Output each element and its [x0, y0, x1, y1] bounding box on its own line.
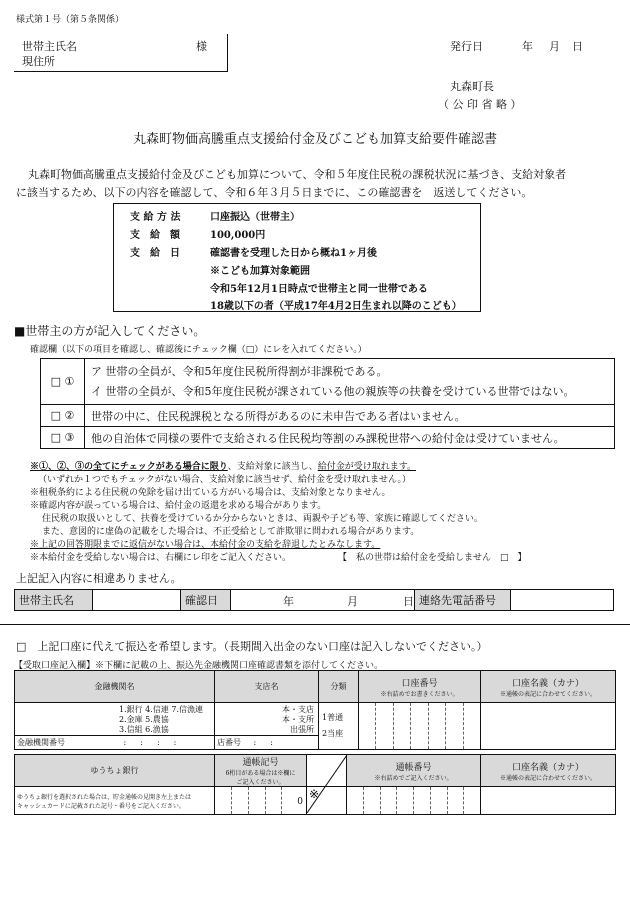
payment-amount-label: 支 給 額: [130, 230, 180, 241]
category-2: 2当座: [322, 729, 344, 738]
note-3: ※租税条約による住民税の免除を届け出ている方がいる場合は、支給対象となりません。: [30, 488, 391, 498]
inst-no-field[interactable]: 金融機関番号 ::::: [15, 736, 215, 750]
account-no-field[interactable]: [359, 703, 481, 750]
payment-amount-value: 100,000円: [210, 230, 266, 241]
intro-line2: に該当するため、以下の内容を確認して、令和６年３月５日までに、この確認書を 返送してください。: [16, 186, 533, 199]
yucho-zero: 0: [297, 797, 303, 807]
note-1b: 、支給対象に該当し、: [227, 462, 318, 472]
payment-date-value: 確認書を受理した日から概ね1ヶ月後: [210, 248, 377, 259]
note-1a: ※①、②、③の全てにチェックがある場合に限り: [30, 462, 228, 472]
section1-instruction: 確認欄（以下の項目を確認し、確認後にチェック欄（□）にレを入れてください。）: [30, 345, 367, 355]
yucho-number-note: ※右詰めでご記入ください。: [374, 774, 453, 782]
check-1[interactable]: □ ①: [41, 359, 85, 405]
holder-label: 口座名義（カナ）: [511, 678, 584, 689]
branch-type-1: 本・支店: [282, 705, 314, 714]
confirm-month: 月: [347, 595, 358, 608]
issuer: 丸森町長: [450, 80, 494, 93]
note-6: また、意図的に虚偽の記載をした場合は、不正受給として詐欺罪に問われる場合があります。: [42, 527, 420, 537]
yucho-symbol-label: 通帳記号: [242, 758, 279, 768]
check-3-text: 他の自治体で同様の要件で支給される住民税均等割のみ課税世帯への給付金は受けていません。: [85, 427, 615, 449]
note-4: ※確認内容が誤っている場合は、給付金の返還を求める場合があります。: [30, 501, 327, 511]
payment-method-value: 口座振込（世帯主）: [210, 212, 300, 223]
category-label: 分類: [319, 671, 359, 703]
account-no-label: 口座番号: [401, 678, 438, 689]
check-table: [40, 358, 615, 449]
yucho-note2: キャッシュカードに記載された記号・番号をご記入ください。: [17, 803, 185, 810]
issue-date-label: 発行日: [450, 40, 483, 53]
inst-type-2: 2.金庫 5.農協: [119, 715, 169, 724]
inst-type-3: 3.信組 6.漁協: [119, 725, 169, 734]
check-2[interactable]: □ ②: [41, 405, 85, 427]
householder-label: 世帯主氏名: [22, 40, 77, 53]
honorific: 様: [196, 40, 207, 53]
confirm-phone-label: 連絡先電話番号: [415, 590, 511, 611]
branch-no-field[interactable]: 店番号 ::: [215, 736, 319, 750]
address-label: 現住所: [22, 55, 55, 68]
child-line2: 18歳以下の者（平成17年4月2日生まれ以降のこども）: [210, 301, 462, 312]
decline-box[interactable]: 【 私の世帯は給付金を受給しません □ 】: [338, 553, 527, 563]
confirm-table: [14, 589, 614, 611]
category-1: 1普通: [322, 713, 344, 722]
yucho-asterisk: ※: [309, 787, 320, 801]
confirm-year: 年: [283, 595, 294, 608]
yucho-holder-label: 口座名義（カナ）: [511, 762, 584, 773]
note-5: 住民税の取扱いとして、扶養を受けているか分からないときは、両親や子ども等、家族に確認してください。: [42, 514, 483, 524]
payment-method-label: 支 給 方 法: [130, 212, 181, 223]
issue-year: 年: [522, 40, 533, 53]
yucho-number-field[interactable]: [347, 787, 481, 815]
account-subheading: 【受取口座記入欄】※下欄に記載の上、振込先金融機関口座確認書類を添付してください。: [14, 661, 384, 671]
seal-omitted: （ 公 印 省 略 ）: [438, 98, 522, 111]
branch-no-label: 店番号: [217, 738, 241, 747]
page-title: 丸森町物価高騰重点支援給付金及びこども加算支給要件確認書: [132, 132, 497, 147]
yucho-holder-field[interactable]: [481, 787, 616, 815]
yucho-table: [14, 754, 616, 815]
bank-table: [14, 670, 616, 750]
note-7b: 本給付金の支給を辞退したとみなします。: [210, 540, 381, 550]
confirm-name-field[interactable]: [93, 590, 181, 611]
note-2: （いずれか１つでもチェックがない場合、支給対象に該当せず、給付金を受け取れません。）: [38, 475, 412, 485]
category-field[interactable]: [319, 703, 359, 750]
section1-heading: ■世帯主の方が記入してください。: [14, 324, 206, 338]
confirm-date-label: 確認日: [181, 590, 231, 611]
payment-date-label: 支 給 日: [130, 248, 180, 259]
yucho-symbol-field[interactable]: [215, 787, 307, 815]
inst-no-label: 金融機関番号: [17, 738, 65, 747]
confirm-date-field[interactable]: [231, 590, 415, 611]
form-id: 様式第１号（第５条関係）: [16, 15, 125, 25]
check-2-text: 世帯の中に、住民税課税となる所得があるのに未申告である者はいません。: [85, 405, 615, 427]
alt-account-heading[interactable]: □ 上記口座に代えて振込を希望します。（長期間入出金のない口座は記入しないでください。）: [16, 640, 488, 653]
inst-type-1: 1.銀行 4.信連 7.信漁連: [119, 705, 203, 714]
institution-field[interactable]: [15, 703, 215, 736]
intro-line1: 丸森町物価高騰重点支援給付金及びこども加算について、令和５年度住民税の課税状況に基づき、支給対象者: [28, 168, 567, 181]
branch-field[interactable]: [215, 703, 319, 736]
check-1-line-a: ア 世帯の全員が、令和5年度住民税所得割が非課税である。: [91, 364, 388, 378]
note-7a: ※上記の回答期限までに返信がない場合は、: [30, 540, 211, 550]
yucho-holder-note: ※通帳の表記に合わせてください。: [499, 774, 596, 782]
branch-type-3: 出張所: [290, 725, 314, 734]
holder-note: ※通帳の表記に合わせてください。: [499, 690, 596, 698]
confirm-day: 日: [403, 595, 414, 608]
yucho-symbol-note2: ご記入ください。: [236, 779, 285, 786]
yucho-symbol-note1: 6桁目がある場合は※欄に: [225, 770, 296, 777]
confirm-phone-field[interactable]: [511, 590, 614, 611]
child-line1: 令和5年12月1日時点で世帯主と同一世帯である: [210, 284, 428, 295]
issue-month: 月: [549, 40, 560, 53]
account-no-note: ※右詰めでお書きください。: [380, 690, 459, 698]
holder-field[interactable]: [481, 703, 616, 750]
note-1c: 給付金が受け取れます。: [317, 462, 417, 472]
yucho-label: ゆうちょ銀行: [15, 755, 215, 787]
note-1: [30, 459, 416, 472]
note-7: [30, 537, 380, 550]
yucho-number-label: 通帳番号: [395, 762, 432, 773]
child-heading: ※こども加算対象範囲: [210, 266, 310, 277]
diagonal-line: [307, 755, 347, 813]
confirm-name-label: 世帯主氏名: [15, 590, 93, 611]
institution-label: 金融機関名: [15, 671, 215, 703]
yucho-divider-cell: [307, 755, 347, 787]
check-3[interactable]: □ ③: [41, 427, 85, 449]
check-1-line-b: イ 世帯の全員が、令和5年度住民税が課されている他の親族等の扶養を受けている世帯ではない。: [91, 384, 575, 398]
issue-day: 日: [572, 40, 583, 53]
note-8: ※本給付金を受給しない場合は、右欄にレ印をご記入ください。: [30, 553, 292, 563]
confirm-statement: 上記記入内容に相違ありません。: [16, 572, 182, 585]
yucho-note1: ゆうちょ銀行を選択された場合は、貯金通帳の見開き左上または: [17, 794, 192, 801]
divider: [0, 624, 630, 625]
yucho-note: [15, 787, 215, 815]
branch-label: 支店名: [215, 671, 319, 703]
branch-type-2: 本・支所: [282, 715, 314, 724]
